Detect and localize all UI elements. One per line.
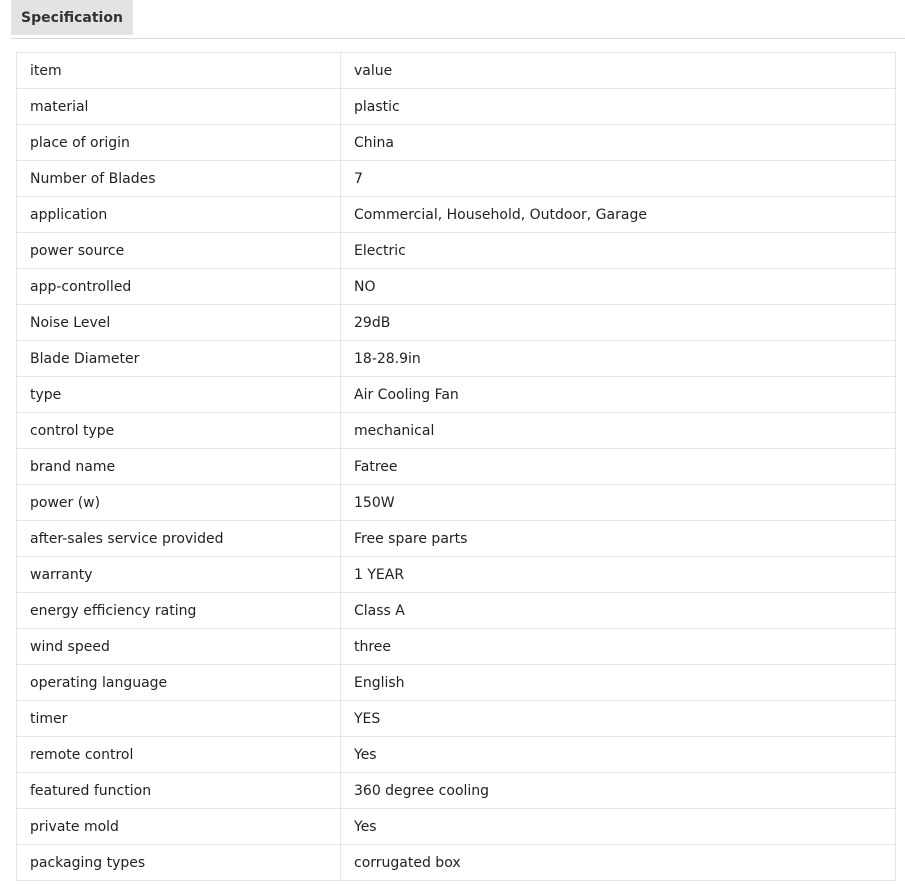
table-row [17,629,896,665]
table-row [17,845,896,881]
spec-value-cell: YES [341,701,896,737]
table-row [17,521,896,557]
spec-value-cell: Commercial, Household, Outdoor, Garage [341,197,896,233]
spec-value-cell: English [341,665,896,701]
spec-key-cell: warranty [17,557,341,593]
table-row [17,197,896,233]
table-row [17,449,896,485]
table-row [17,773,896,809]
table-row [17,269,896,305]
spec-key-cell: type [17,377,341,413]
spec-value-cell: Electric [341,233,896,269]
table-row [17,53,896,89]
spec-value-cell: value [341,53,896,89]
spec-value-cell: 7 [341,161,896,197]
table-row [17,233,896,269]
spec-key-cell: Blade Diameter [17,341,341,377]
table-row [17,809,896,845]
spec-key-cell: item [17,53,341,89]
spec-key-cell: material [17,89,341,125]
table-row [17,125,896,161]
spec-key-cell: place of origin [17,125,341,161]
tab-specification[interactable]: Specification [11,0,133,35]
spec-key-cell: Noise Level [17,305,341,341]
spec-key-cell: control type [17,413,341,449]
spec-value-cell: 1 YEAR [341,557,896,593]
spec-key-cell: brand name [17,449,341,485]
spec-value-cell: Air Cooling Fan [341,377,896,413]
spec-key-cell: power (w) [17,485,341,521]
spec-value-cell: plastic [341,89,896,125]
table-row [17,89,896,125]
spec-key-cell: after-sales service provided [17,521,341,557]
spec-value-cell: Yes [341,809,896,845]
spec-key-cell: packaging types [17,845,341,881]
spec-key-cell: featured function [17,773,341,809]
spec-key-cell: app-controlled [17,269,341,305]
spec-value-cell: 360 degree cooling [341,773,896,809]
spec-key-cell: power source [17,233,341,269]
table-row [17,377,896,413]
table-row [17,485,896,521]
spec-key-cell: timer [17,701,341,737]
spec-key-cell: private mold [17,809,341,845]
spec-value-cell: Fatree [341,449,896,485]
specification-table-body [17,53,896,881]
table-row [17,665,896,701]
spec-value-cell: mechanical [341,413,896,449]
table-row [17,341,896,377]
tab-bar [11,0,905,39]
spec-value-cell: 29dB [341,305,896,341]
table-row [17,593,896,629]
spec-value-cell: China [341,125,896,161]
table-row [17,557,896,593]
spec-key-cell: application [17,197,341,233]
spec-key-cell: Number of Blades [17,161,341,197]
spec-value-cell: 150W [341,485,896,521]
spec-value-cell: Free spare parts [341,521,896,557]
spec-value-cell: three [341,629,896,665]
spec-key-cell: energy efficiency rating [17,593,341,629]
spec-key-cell: wind speed [17,629,341,665]
table-row [17,161,896,197]
spec-value-cell: NO [341,269,896,305]
table-row [17,701,896,737]
specification-table [16,52,896,881]
spec-value-cell: corrugated box [341,845,896,881]
spec-value-cell: 18-28.9in [341,341,896,377]
spec-key-cell: operating language [17,665,341,701]
table-row [17,737,896,773]
spec-value-cell: Class A [341,593,896,629]
spec-key-cell: remote control [17,737,341,773]
table-row [17,305,896,341]
spec-value-cell: Yes [341,737,896,773]
table-row [17,413,896,449]
